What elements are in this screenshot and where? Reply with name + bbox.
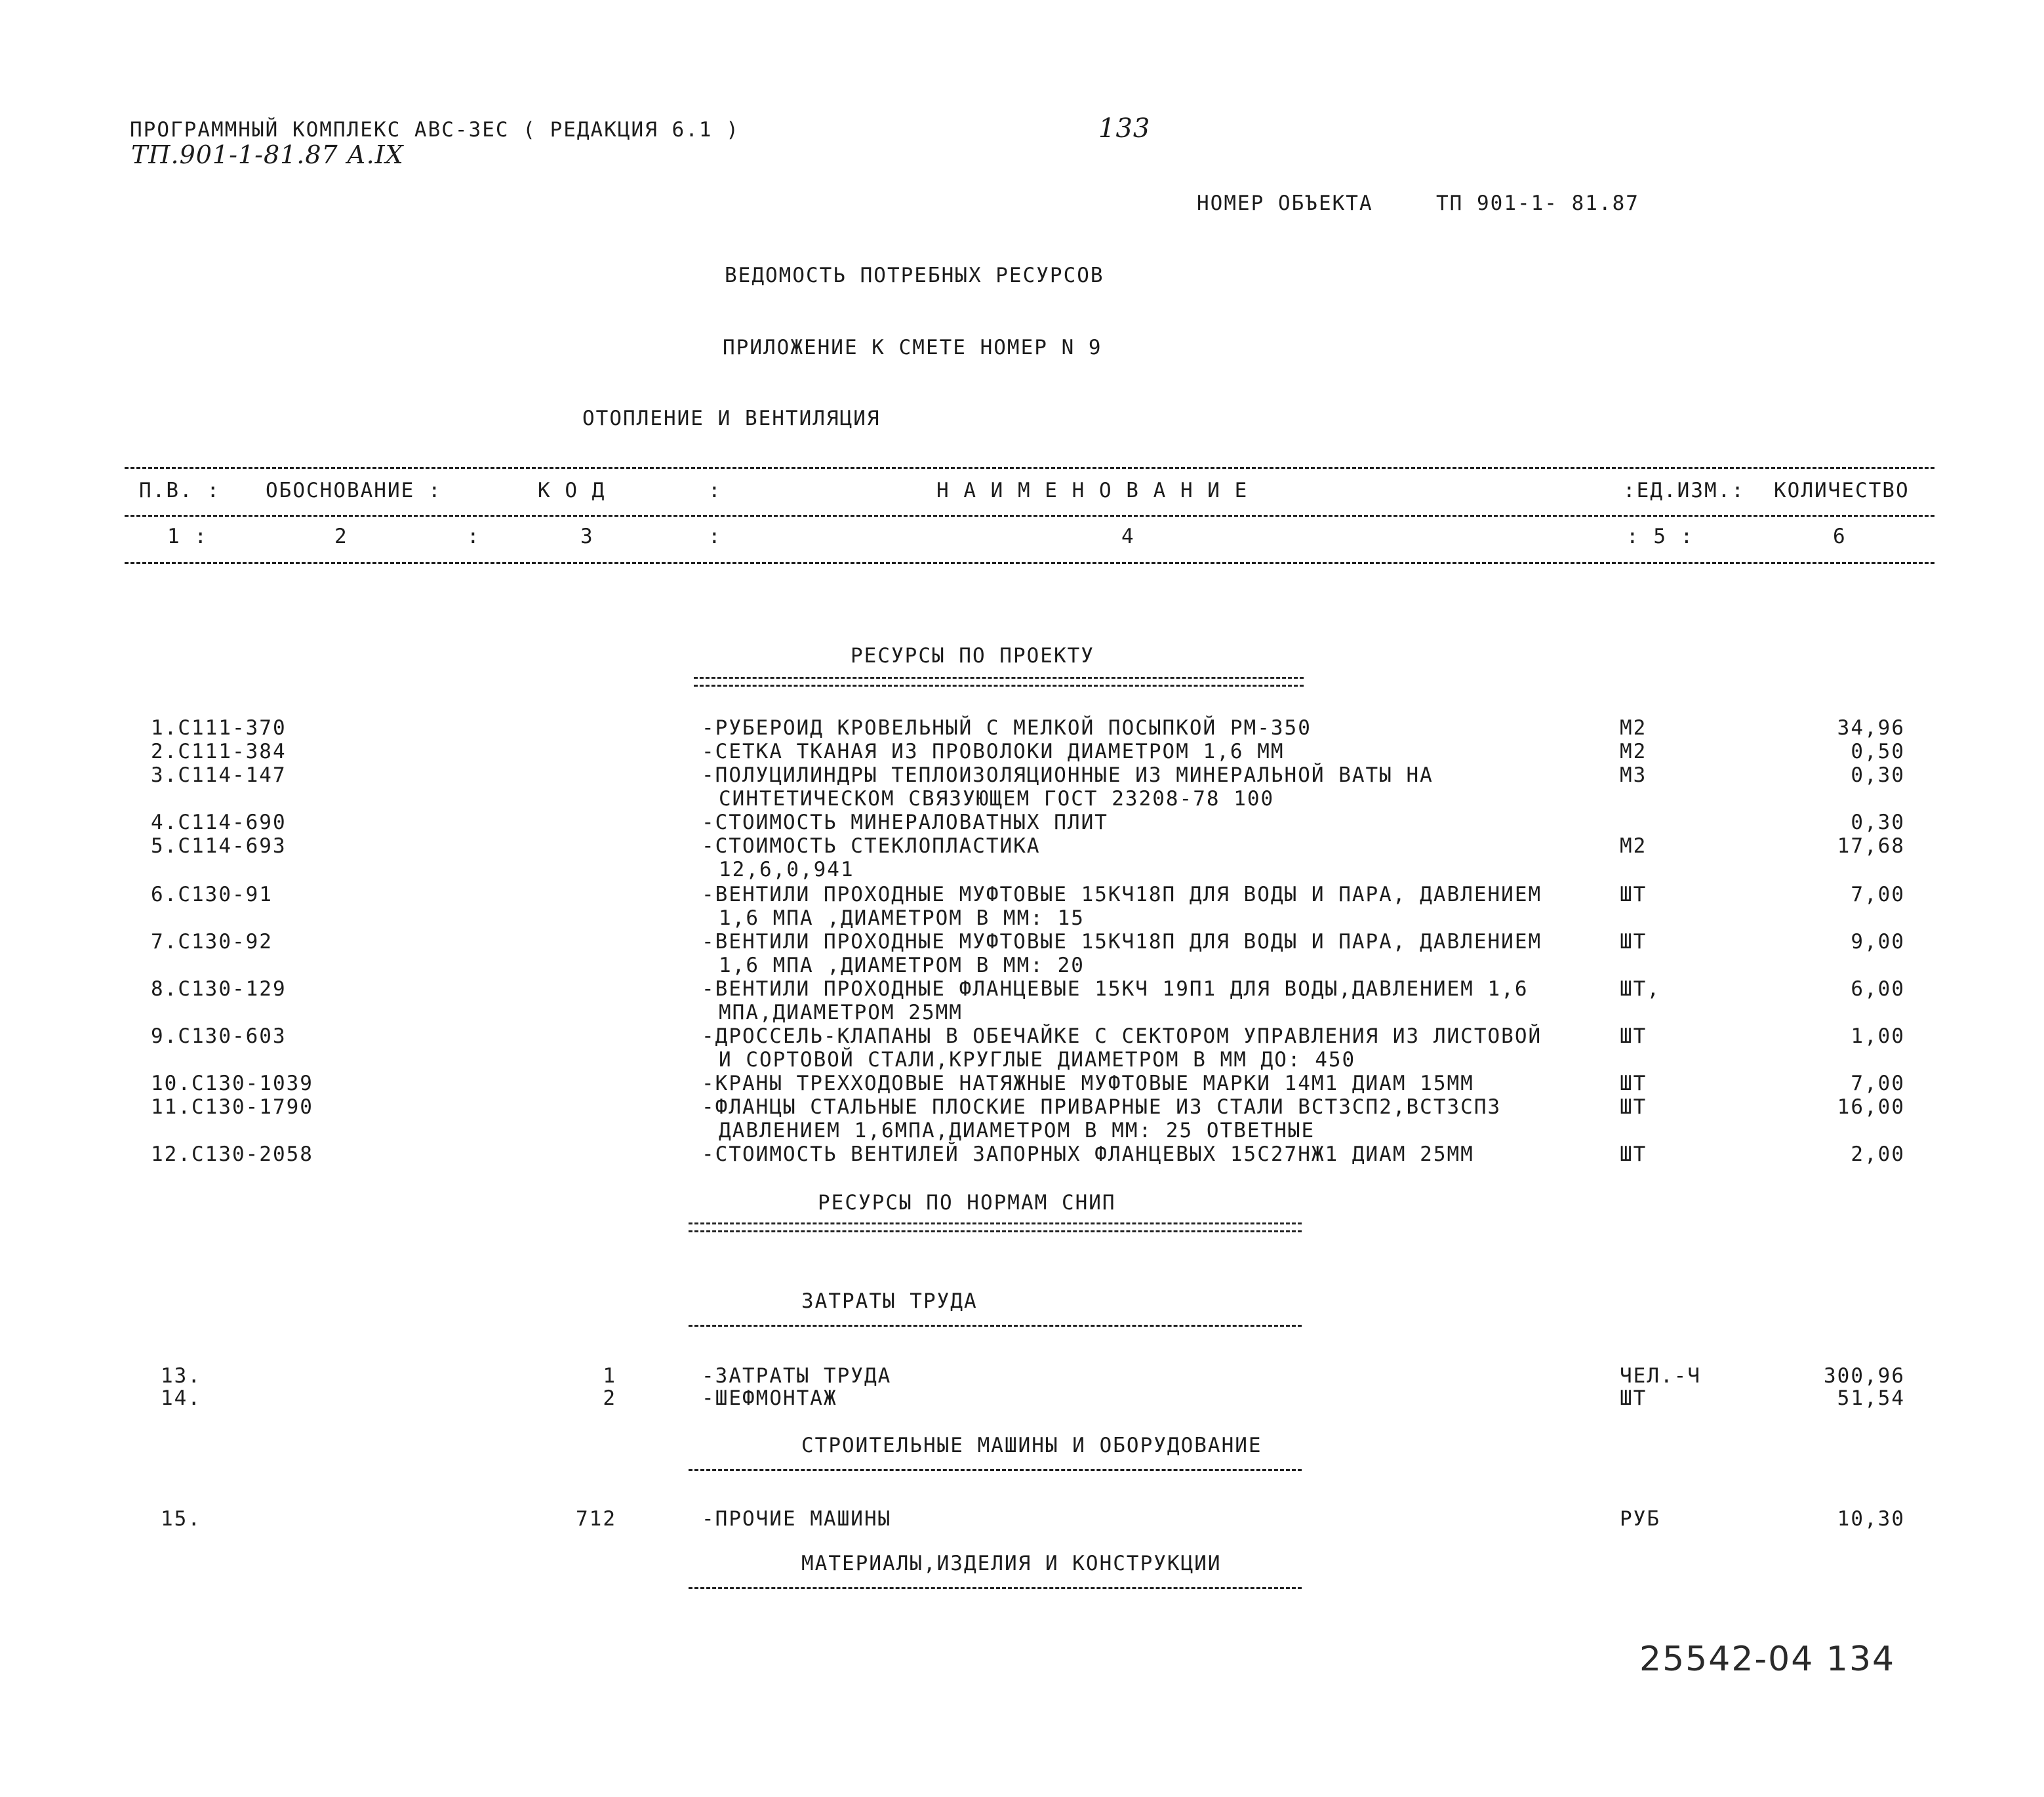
item-number: 13. [161,1364,201,1388]
item-name-line1: -ФЛАНЦЫ СТАЛЬНЫЕ ПЛОСКИЕ ПРИВАРНЫЕ ИЗ СТАЛИ ВСТ3СП2,ВСТ3СП3 [702,1095,1502,1119]
item-name [702,977,1528,1024]
item-quantity: 7,00 [1851,883,1905,906]
item-name-line1: -ВЕНТИЛИ ПРОХОДНЫЕ МУФТОВЫЕ 15КЧ18П ДЛЯ ВОДЫ И ПАРА, ДАВЛЕНИЕМ [702,883,1542,906]
item-quantity: 0,30 [1851,763,1905,787]
item-name: -СЕТКА ТКАНАЯ ИЗ ПРОВОЛОКИ ДИАМЕТРОМ 1,6 ММ [702,740,1285,763]
item-code: 8.С130-129 [151,977,287,1001]
item-quantity: 2,00 [1851,1142,1905,1166]
item-unit: ШТ [1620,883,1647,906]
item-number: 15. [161,1507,201,1531]
col-number-3: 3 [580,525,594,548]
section-materials-underline [689,1587,1302,1589]
item-quantity: 17,68 [1837,834,1905,858]
item-quantity: 0,50 [1851,740,1905,763]
item-name [702,1095,1501,1142]
section-snip-heading: РЕСУРСЫ ПО НОРМАМ СНИП [818,1191,1116,1215]
item-code: 9.С130-603 [151,1024,287,1048]
item-unit: ШТ, [1620,977,1660,1001]
item-name-line2: И СОРТОВОЙ СТАЛИ,КРУГЛЫЕ ДИАМЕТРОМ В ММ ДО: 450 [719,1048,1356,1072]
item-unit: ШТ [1620,1142,1647,1166]
col-header-basis: ОБОСНОВАНИЕ : [266,479,442,502]
item-name-line2: ДАВЛЕНИЕМ 1,6МПА,ДИАМЕТРОМ В ММ: 25 ОТВЕТНЫЕ [719,1119,1315,1142]
item-name-line1: -ВЕНТИЛИ ПРОХОДНЫЕ МУФТОВЫЕ 15КЧ18П ДЛЯ ВОДЫ И ПАРА, ДАВЛЕНИЕМ [702,930,1542,954]
item-quantity: 1,00 [1851,1024,1905,1048]
program-line: ПРОГРАММНЫЙ КОМПЛЕКС АВС-3ЕС ( РЕДАКЦИЯ 6.1 ) [130,118,740,142]
handwritten-project-number: ТП.901-1-81.87 А.IX [131,140,404,169]
object-number-value: ТП 901-1- 81.87 [1436,192,1639,215]
item-name-line2: МПА,ДИАМЕТРОМ 25ММ [719,1001,963,1024]
handwritten-footer-reference: 25542-04 134 [1639,1640,1896,1679]
item-code: 1.С111-370 [151,716,287,740]
item-unit: ШТ [1620,1095,1647,1119]
col-header-qty: КОЛИЧЕСТВО [1774,479,1910,502]
item-name-line1: -ВЕНТИЛИ ПРОХОДНЫЕ ФЛАНЦЕВЫЕ 15КЧ 19П1 ДЛЯ ВОДЫ,ДАВЛЕНИЕМ 1,6 [702,977,1529,1001]
col-number-6: 6 [1833,525,1847,548]
item-unit: ШТ [1620,1024,1647,1048]
item-name [702,930,1542,977]
item-unit: ЧЕЛ.-Ч [1620,1364,1701,1388]
item-quantity: 7,00 [1851,1072,1905,1095]
item-quantity: 34,96 [1837,716,1905,740]
item-quantity: 16,00 [1837,1095,1905,1119]
section-machines-underline [689,1469,1302,1471]
item-name-line1: -СТОИМОСТЬ СТЕКЛОПЛАСТИКА [702,834,1041,858]
header-rule-bottom [125,562,1934,564]
item-code: 4.С114-690 [151,811,287,834]
item-code: 12.С130-2058 [151,1142,313,1166]
col-number-4: 4 [1121,525,1135,548]
item-code: 5.С114-693 [151,834,287,858]
item-reference: 1 [603,1364,616,1388]
item-name: -СТОИМОСТЬ ВЕНТИЛЕЙ ЗАПОРНЫХ ФЛАНЦЕВЫХ 15С27НЖ1 ДИАМ 25ММ [702,1142,1474,1166]
item-reference: 2 [603,1386,616,1410]
statement-title: ВЕДОМОСТЬ ПОТРЕБНЫХ РЕСУРСОВ [725,264,1104,287]
page-number: 133 [1098,113,1151,144]
object-number-label: НОМЕР ОБЪЕКТА [1197,192,1373,215]
item-code: 2.С111-384 [151,740,287,763]
item-unit: М2 [1620,834,1647,858]
item-code: 6.С130-91 [151,883,273,906]
item-name-line2: 12,6,0,941 [719,858,854,881]
col-header-code: К О Д [538,479,606,502]
item-name [702,763,1433,811]
item-quantity: 51,54 [1837,1386,1905,1410]
item-unit: М3 [1620,763,1647,787]
item-name: -КРАНЫ ТРЕХХОДОВЫЕ НАТЯЖНЫЕ МУФТОВЫЕ МАРКИ 14М1 ДИАМ 15ММ [702,1072,1474,1095]
item-name-line1: -ДРОССЕЛЬ-КЛАПАНЫ В ОБЕЧАЙКЕ С СЕКТОРОМ УПРАВЛЕНИЯ ИЗ ЛИСТОВОЙ [702,1024,1542,1048]
item-unit: РУБ [1620,1507,1660,1531]
item-code: 3.С114-147 [151,763,287,787]
item-name: -ШЕФМОНТАЖ [702,1386,837,1410]
header-rule-top [125,467,1934,469]
col-number-separator: : [467,525,481,548]
section-snip-underline [689,1222,1302,1232]
item-name [702,1024,1542,1072]
item-name: -РУБЕРОИД КРОВЕЛЬНЫЙ С МЕЛКОЙ ПОСЫПКОЙ РМ-350 [702,716,1312,740]
col-number-2: 2 [334,525,348,548]
item-unit: ШТ [1620,1386,1647,1410]
section-labor-heading: ЗАТРАТЫ ТРУДА [801,1289,978,1313]
item-name-line2: 1,6 МПА ,ДИАМЕТРОМ В ММ: 20 [719,954,1085,977]
section-machines-heading: СТРОИТЕЛЬНЫЕ МАШИНЫ И ОБОРУДОВАНИЕ [801,1434,1262,1457]
item-unit: М2 [1620,716,1647,740]
item-quantity: 6,00 [1851,977,1905,1001]
item-name-line2: 1,6 МПА ,ДИАМЕТРОМ В ММ: 15 [719,906,1085,930]
item-name-line1: -ПОЛУЦИЛИНДРЫ ТЕПЛОИЗОЛЯЦИОННЫЕ ИЗ МИНЕРАЛЬНОЙ ВАТЫ НА [702,763,1433,787]
col-number-1: 1 : [167,525,208,548]
item-unit: ШТ [1620,1072,1647,1095]
appendix-title: ПРИЛОЖЕНИЕ К СМЕТЕ НОМЕР N 9 [723,336,1102,359]
item-quantity: 10,30 [1837,1507,1905,1531]
col-number-5: : 5 : [1626,525,1694,548]
item-name-line2: СИНТЕТИЧЕСКОМ СВЯЗУЮЩЕМ ГОСТ 23208-78 100 [719,787,1275,811]
item-name: -СТОИМОСТЬ МИНЕРАЛОВАТНЫХ ПЛИТ [702,811,1108,834]
item-number: 14. [161,1386,201,1410]
section-labor-underline [689,1325,1302,1327]
section-title: ОТОПЛЕНИЕ И ВЕНТИЛЯЦИЯ [582,407,881,430]
item-unit: ШТ [1620,930,1647,954]
item-reference: 712 [576,1507,616,1531]
col-number-separator: : [708,525,722,548]
item-code: 7.С130-92 [151,930,273,954]
item-unit: М2 [1620,740,1647,763]
item-name: -ПРОЧИЕ МАШИНЫ [702,1507,892,1531]
item-code: 10.С130-1039 [151,1072,313,1095]
col-header-separator: : [708,479,722,502]
item-code: 11.С130-1790 [151,1095,313,1119]
item-name [702,883,1542,930]
col-header-pv: П.В. : [139,479,220,502]
section-project-heading: РЕСУРСЫ ПО ПРОЕКТУ [851,644,1094,668]
item-quantity: 300,96 [1824,1364,1905,1388]
item-quantity: 0,30 [1851,811,1905,834]
section-materials-heading: МАТЕРИАЛЫ,ИЗДЕЛИЯ И КОНСТРУКЦИИ [801,1552,1222,1575]
col-header-unit: :ЕД.ИЗМ.: [1623,479,1745,502]
col-header-name: Н А И М Е Н О В А Н И Е [936,479,1249,502]
item-name [702,834,1041,881]
header-rule-middle [125,515,1934,517]
section-project-underline [694,677,1304,687]
item-name: -ЗАТРАТЫ ТРУДА [702,1364,892,1388]
item-quantity: 9,00 [1851,930,1905,954]
